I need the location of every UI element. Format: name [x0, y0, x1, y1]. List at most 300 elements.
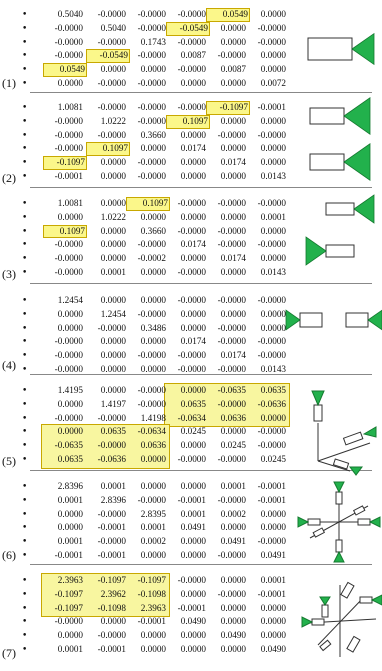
- matrix-cell: 0.0001: [260, 211, 286, 222]
- matrix-cell: 0.0000: [100, 364, 126, 374]
- matrix-cell: 0.0087: [180, 50, 206, 61]
- matrix-cell: 0.0000: [220, 143, 246, 154]
- matrix-cell: 0.0000: [100, 295, 126, 305]
- rod-body: [347, 636, 360, 652]
- matrix-cell: -0.1097: [97, 575, 126, 585]
- matrix-cell: 0.0000: [140, 336, 166, 347]
- panel-label: (2): [2, 171, 16, 185]
- matrix-cell: 0.0000: [140, 267, 166, 277]
- matrix-cell: -0.1098: [137, 588, 166, 599]
- matrix-cell: 0.0000: [57, 78, 83, 88]
- matrix-cell: -0.0000: [137, 22, 166, 33]
- panel-label: (4): [2, 358, 16, 372]
- matrix-cell: 2.3963: [140, 602, 166, 613]
- row-bullet: •: [22, 603, 28, 614]
- matrix-cell: 0.0000: [180, 440, 206, 451]
- cone-icon: [302, 617, 312, 627]
- matrix-cell: 0.0000: [220, 22, 246, 33]
- rod-body: [346, 313, 368, 327]
- panel-label: (5): [2, 454, 16, 468]
- cone-icon: [334, 482, 344, 492]
- matrix-cell: 0.0000: [260, 143, 286, 154]
- row-bullet: •: [22, 399, 28, 410]
- matrix-cell: 0.0000: [180, 157, 206, 168]
- matrix-cell: 0.0000: [140, 295, 166, 305]
- matrix-cell: 0.0000: [220, 211, 246, 222]
- row-bullet: •: [22, 103, 28, 113]
- matrix-cell: 0.0001: [140, 522, 166, 533]
- matrix-cell: 0.0000: [57, 308, 83, 319]
- matrix-cell: 0.0000: [180, 630, 206, 641]
- matrix-cell: 0.0000: [180, 481, 206, 491]
- panel-label: (7): [2, 646, 16, 660]
- matrix-cell: -0.0000: [217, 239, 246, 250]
- matrix-cell: -0.0000: [54, 115, 83, 126]
- matrix-cell: 0.0001: [180, 508, 206, 519]
- rod-body: [312, 619, 324, 625]
- matrix-cell: 0.0000: [100, 616, 126, 627]
- matrix-cell: -0.0000: [177, 454, 206, 464]
- row-bullet: •: [22, 482, 28, 492]
- matrix-cell: -0.0001: [257, 494, 286, 505]
- matrix-cell: -0.0000: [217, 454, 246, 464]
- row-bullet: •: [22, 130, 28, 141]
- matrix-cell: -0.0000: [217, 225, 246, 236]
- row-bullet: •: [22, 158, 28, 169]
- matrix-cell: 0.0000: [220, 426, 246, 437]
- matrix-cell: -0.0000: [217, 322, 246, 333]
- matrix-cell: 0.1097: [166, 115, 210, 129]
- cone-icon: [352, 34, 374, 65]
- matrix-cell: 0.0143: [260, 171, 286, 181]
- matrix-cell: 2.8396: [100, 494, 126, 505]
- matrix-cell: -0.0635: [217, 385, 246, 395]
- matrix-cell: -0.0000: [217, 295, 246, 305]
- schematic-4: [282, 305, 382, 345]
- matrix-cell: -0.0002: [137, 253, 166, 264]
- matrix-cell: 0.0001: [57, 644, 83, 654]
- matrix-cell: 0.0000: [220, 522, 246, 533]
- matrix-cell: 0.0000: [260, 308, 286, 319]
- matrix-cell: 0.0000: [140, 454, 166, 464]
- cone-icon: [354, 195, 374, 223]
- matrix-cell: 0.5040: [100, 22, 126, 33]
- rod-body: [322, 605, 328, 617]
- matrix-cell: 0.0000: [57, 630, 83, 641]
- matrix-cell: 0.0000: [260, 602, 286, 613]
- row-bullet: •: [22, 537, 28, 548]
- matrix-cell: 0.0490: [180, 616, 206, 627]
- matrix-cell: -0.0000: [217, 588, 246, 599]
- matrix-cell: 0.0000: [260, 225, 286, 236]
- schematic-2: [300, 100, 380, 180]
- matrix-cell: 0.0000: [57, 398, 83, 409]
- matrix-cell: -0.0001: [97, 522, 126, 533]
- rod-body: [310, 108, 344, 124]
- matrix-cell: -0.0001: [97, 644, 126, 654]
- matrix-cell: -0.1098: [97, 602, 126, 613]
- matrix-cell: -0.0000: [257, 198, 286, 208]
- matrix-cell: -0.0000: [177, 295, 206, 305]
- matrix-cell: 0.0002: [140, 536, 166, 547]
- matrix-cell: 0.1097: [43, 225, 87, 239]
- rod-body: [358, 519, 370, 525]
- matrix-cell: 1.2454: [57, 295, 83, 305]
- cone-icon: [344, 98, 370, 134]
- matrix-cell: 0.0087: [220, 64, 246, 75]
- matrix-cell: 0.0000: [220, 575, 246, 585]
- matrix-cell: -0.0000: [97, 102, 126, 112]
- matrix-cell: -0.0000: [54, 22, 83, 33]
- matrix-cell: -0.0000: [177, 575, 206, 585]
- matrix-cell: -0.0000: [97, 322, 126, 333]
- matrix-cell: 0.0000: [260, 115, 286, 126]
- cone-icon: [370, 517, 380, 527]
- matrix-cell: -0.0000: [177, 225, 206, 236]
- matrix-cell: -0.0000: [97, 630, 126, 641]
- matrix-cell: 0.0001: [100, 481, 126, 491]
- matrix-cell: 0.0001: [100, 267, 126, 277]
- rod-body: [314, 405, 322, 421]
- row-bullet: •: [22, 523, 28, 534]
- matrix-cell: 0.0549: [43, 63, 87, 77]
- rod-body: [344, 432, 363, 445]
- matrix-cell: 0.0636: [220, 412, 246, 423]
- matrix-cell: 0.0001: [57, 536, 83, 547]
- matrix-cell: -0.0000: [54, 50, 83, 61]
- matrix-cell: 0.0000: [220, 644, 246, 654]
- row-bullet: •: [22, 212, 28, 223]
- matrix-cell: -0.0000: [177, 102, 206, 112]
- matrix-cell: 0.0000: [140, 143, 166, 154]
- matrix-cell: -0.0000: [137, 50, 166, 61]
- panel-separator: [30, 374, 372, 375]
- matrix-cell: 0.0000: [260, 64, 286, 75]
- row-bullet: •: [22, 226, 28, 237]
- matrix-cell: -0.0000: [97, 78, 126, 88]
- rod-body: [313, 528, 324, 537]
- matrix-cell: 0.0002: [220, 508, 246, 519]
- matrix-cell: -0.0001: [177, 494, 206, 505]
- matrix-cell: -0.0000: [97, 508, 126, 519]
- row-bullet: •: [22, 509, 28, 520]
- matrix-cell: -0.0000: [137, 171, 166, 181]
- row-bullet: •: [22, 116, 28, 127]
- matrix-cell: -0.0001: [54, 550, 83, 560]
- row-bullet: •: [22, 589, 28, 600]
- matrix-cell: 0.0174: [220, 253, 246, 264]
- matrix-cell: 0.0000: [220, 36, 246, 47]
- matrix-cell: 0.0000: [260, 522, 286, 533]
- row-bullet: •: [22, 645, 28, 655]
- matrix-cell: 0.0000: [260, 9, 286, 19]
- row-bullet: •: [22, 351, 28, 362]
- matrix-cell: 1.4198: [140, 412, 166, 423]
- matrix-cell: 0.0490: [260, 644, 286, 654]
- matrix-cell: -0.0000: [257, 129, 286, 140]
- matrix-cell: -0.0000: [257, 536, 286, 547]
- row-bullet: •: [22, 386, 28, 396]
- matrix-cell: 0.0000: [260, 253, 286, 264]
- matrix-cell: 0.0001: [260, 575, 286, 585]
- matrix-cell: 0.0000: [180, 588, 206, 599]
- matrix-cell: 0.0000: [260, 630, 286, 641]
- row-bullet: •: [22, 323, 28, 334]
- matrix-cell: -0.0634: [137, 426, 166, 437]
- matrix-cell: 0.0000: [260, 616, 286, 627]
- matrix-cell: -0.0000: [257, 350, 286, 361]
- matrix-cell: -0.0000: [217, 336, 246, 347]
- matrix-cell: 1.0222: [100, 211, 126, 222]
- matrix-cell: 0.0000: [100, 171, 126, 181]
- matrix-cell: 0.0490: [220, 630, 246, 641]
- matrix-cell: -0.0001: [177, 602, 206, 613]
- matrix-cell: 0.0174: [220, 350, 246, 361]
- matrix-cell: 0.0072: [260, 78, 286, 88]
- matrix-cell: -0.0000: [137, 239, 166, 250]
- matrix-cell: 0.0000: [140, 211, 166, 222]
- cone-icon: [344, 144, 370, 180]
- matrix-cell: -0.0000: [177, 350, 206, 361]
- matrix-cell: 0.3660: [140, 225, 166, 236]
- rod-body: [360, 597, 372, 603]
- matrix-cell: 1.0081: [57, 198, 83, 208]
- matrix-cell: 0.0000: [180, 211, 206, 222]
- row-bullet: •: [22, 37, 28, 48]
- matrix-cell: 1.4195: [57, 385, 83, 395]
- matrix-cell: 0.0000: [180, 536, 206, 547]
- cone-icon: [298, 517, 308, 527]
- row-bullet: •: [22, 441, 28, 452]
- rod-body: [308, 519, 320, 525]
- matrix-cell: 0.1097: [86, 142, 130, 156]
- schematic-6: [296, 478, 382, 566]
- matrix-cell: -0.0000: [97, 129, 126, 140]
- matrix-cell: -0.0000: [54, 336, 83, 347]
- matrix-cell: 0.0000: [100, 253, 126, 264]
- panel-label: (1): [2, 76, 16, 90]
- matrix-cell: 0.3660: [140, 129, 166, 140]
- matrix-cell: 0.0635: [57, 454, 83, 464]
- rod-body: [333, 459, 348, 469]
- matrix-cell: -0.1097: [137, 575, 166, 585]
- matrix-cell: 0.0000: [220, 78, 246, 88]
- cone-icon: [364, 427, 376, 437]
- row-bullet: •: [22, 455, 28, 465]
- row-bullet: •: [22, 413, 28, 424]
- matrix-cell: -0.0000: [137, 494, 166, 505]
- matrix-cell: 1.0222: [100, 115, 126, 126]
- matrix-cell: -0.0000: [257, 295, 286, 305]
- matrix-cell: 0.0000: [180, 129, 206, 140]
- matrix-cell: 0.0000: [100, 64, 126, 75]
- matrix-cell: 0.0000: [100, 336, 126, 347]
- matrix-cell: 0.0000: [180, 308, 206, 319]
- matrix-cell: 0.0000: [220, 267, 246, 277]
- matrix-cell: -0.0000: [137, 308, 166, 319]
- matrix-cell: -0.0000: [217, 494, 246, 505]
- matrix-cell: -0.0549: [86, 49, 130, 63]
- schematic-7: [300, 575, 382, 665]
- matrix-cell: -0.0000: [217, 398, 246, 409]
- matrix-cell: 0.0000: [220, 602, 246, 613]
- row-bullet: •: [22, 337, 28, 348]
- schematic-3: [300, 195, 380, 275]
- matrix-cell: 0.0000: [180, 78, 206, 88]
- matrix-cell: -0.0000: [137, 350, 166, 361]
- matrix-cell: -0.0000: [217, 198, 246, 208]
- matrix-cell: 0.0000: [140, 481, 166, 491]
- matrix-cell: 0.0635: [100, 426, 126, 437]
- row-bullet: •: [22, 144, 28, 155]
- matrix-cell: -0.0000: [217, 364, 246, 374]
- matrix-cell: -0.1097: [54, 588, 83, 599]
- matrix-cell: -0.0000: [217, 129, 246, 140]
- matrix-cell: -0.0000: [97, 9, 126, 19]
- matrix-cell: -0.0000: [54, 143, 83, 154]
- rod-body: [308, 38, 352, 60]
- matrix-cell: 0.0000: [140, 64, 166, 75]
- matrix-cell: -0.0000: [54, 412, 83, 423]
- matrix-cell: -0.0000: [97, 440, 126, 451]
- row-bullet: •: [22, 254, 28, 265]
- matrix-cell: -0.0000: [97, 536, 126, 547]
- matrix-cell: -0.0000: [257, 336, 286, 347]
- matrix-cell: 0.0000: [260, 508, 286, 519]
- matrix-cell: -0.0000: [54, 239, 83, 250]
- matrix-cell: 1.4197: [100, 398, 126, 409]
- cone-icon: [312, 391, 324, 405]
- matrix-cell: 0.0000: [220, 616, 246, 627]
- matrix-cell: -0.0001: [257, 102, 286, 112]
- row-bullet: •: [22, 23, 28, 34]
- row-bullet: •: [22, 79, 28, 89]
- matrix-cell: -0.0000: [54, 129, 83, 140]
- matrix-cell: -0.0000: [137, 78, 166, 88]
- matrix-cell: -0.0001: [97, 550, 126, 560]
- matrix-cell: 0.0000: [57, 211, 83, 222]
- matrix-cell: -0.0000: [137, 102, 166, 112]
- matrix-cell: -0.0000: [54, 267, 83, 277]
- matrix-cell: 0.0000: [140, 550, 166, 560]
- matrix-cell: -0.0000: [257, 426, 286, 437]
- matrix-cell: -0.0635: [54, 440, 83, 451]
- panel-label: (3): [2, 267, 16, 281]
- matrix-cell: 1.0081: [57, 102, 83, 112]
- matrix-cell: -0.0000: [137, 398, 166, 409]
- matrix-cell: -0.0000: [257, 36, 286, 47]
- schematic-1: [300, 30, 380, 70]
- matrix-cell: 0.0000: [180, 322, 206, 333]
- cone-icon: [320, 597, 330, 605]
- matrix-cell: 0.0001: [57, 494, 83, 505]
- matrix-cell: -0.0001: [137, 616, 166, 627]
- matrix-cell: 0.0000: [140, 630, 166, 641]
- matrix-cell: 0.0000: [260, 412, 286, 423]
- matrix-cell: -0.1097: [206, 101, 250, 115]
- matrix-cell: 0.0635: [180, 398, 206, 409]
- matrix-cell: -0.0549: [166, 22, 210, 36]
- row-bullet: •: [22, 65, 28, 76]
- matrix-cell: -0.0000: [137, 115, 166, 126]
- matrix-cell: 0.0000: [57, 522, 83, 533]
- matrix-cell: 0.0491: [260, 550, 286, 560]
- matrix-cell: 0.0000: [140, 644, 166, 654]
- matrix-cell: -0.0000: [137, 9, 166, 19]
- matrix-cell: -0.0000: [177, 64, 206, 75]
- matrix-cell: 0.0000: [57, 508, 83, 519]
- matrix-cell: -0.0636: [257, 398, 286, 409]
- matrix-cell: -0.0000: [257, 22, 286, 33]
- matrix-cell: 0.0635: [260, 385, 286, 395]
- matrix-cell: 0.0000: [220, 308, 246, 319]
- matrix-cell: -0.1097: [54, 602, 83, 613]
- panel-separator: [30, 92, 372, 93]
- matrix-cell: 0.0143: [260, 267, 286, 277]
- matrix-cell: 0.0000: [180, 385, 206, 395]
- matrix-cell: 0.0174: [220, 157, 246, 168]
- rod-body: [326, 203, 354, 215]
- matrix-cell: 0.0000: [57, 426, 83, 437]
- matrix-cell: 0.0000: [220, 171, 246, 181]
- matrix-cell: -0.0000: [177, 9, 206, 19]
- matrix-cell: -0.0636: [97, 454, 126, 464]
- matrix-cell: 0.0000: [100, 225, 126, 236]
- matrix-cell: 0.0549: [206, 8, 250, 22]
- matrix-cell: 2.3963: [57, 575, 83, 585]
- row-bullet: •: [22, 617, 28, 628]
- row-bullet: •: [22, 268, 28, 278]
- matrix-cell: 0.0245: [260, 454, 286, 464]
- matrix-cell: -0.0000: [177, 198, 206, 208]
- matrix-cell: -0.0001: [54, 171, 83, 181]
- matrix-cell: 0.0491: [180, 522, 206, 533]
- matrix-cell: -0.0000: [54, 364, 83, 374]
- matrix-cell: -0.0000: [97, 412, 126, 423]
- matrix-cell: -0.0000: [97, 36, 126, 47]
- matrix-cell: 0.0000: [260, 50, 286, 61]
- matrix-cell: 0.0000: [100, 385, 126, 395]
- matrix-cell: -0.1097: [43, 156, 87, 170]
- matrix-cell: 0.0000: [100, 350, 126, 361]
- matrix-cell: -0.0000: [137, 157, 166, 168]
- matrix-cell: -0.0001: [257, 588, 286, 599]
- matrix-cell: 0.0174: [180, 239, 206, 250]
- row-bullet: •: [22, 172, 28, 182]
- cone-icon: [306, 237, 326, 265]
- matrix-cell: 0.5040: [57, 9, 83, 19]
- rod-body: [326, 245, 354, 257]
- rod-body: [336, 492, 342, 504]
- cone-icon: [334, 552, 344, 562]
- row-bullet: •: [22, 309, 28, 320]
- matrix-cell: -0.0000: [177, 267, 206, 277]
- matrix-cell: 2.8396: [57, 481, 83, 491]
- matrix-cell: 0.0636: [140, 440, 166, 451]
- matrix-cell: 0.0000: [57, 322, 83, 333]
- matrix-cell: -0.0000: [177, 36, 206, 47]
- matrix-cell: 0.1097: [126, 197, 170, 211]
- matrix-cell: 0.0000: [100, 157, 126, 168]
- rod-body: [336, 540, 342, 552]
- panel-label: (6): [2, 548, 16, 562]
- row-bullet: •: [22, 199, 28, 209]
- row-bullet: •: [22, 576, 28, 586]
- row-bullet: •: [22, 631, 28, 642]
- row-bullet: •: [22, 10, 28, 20]
- matrix-cell: -0.0000: [177, 364, 206, 374]
- matrix-cell: 0.0001: [220, 481, 246, 491]
